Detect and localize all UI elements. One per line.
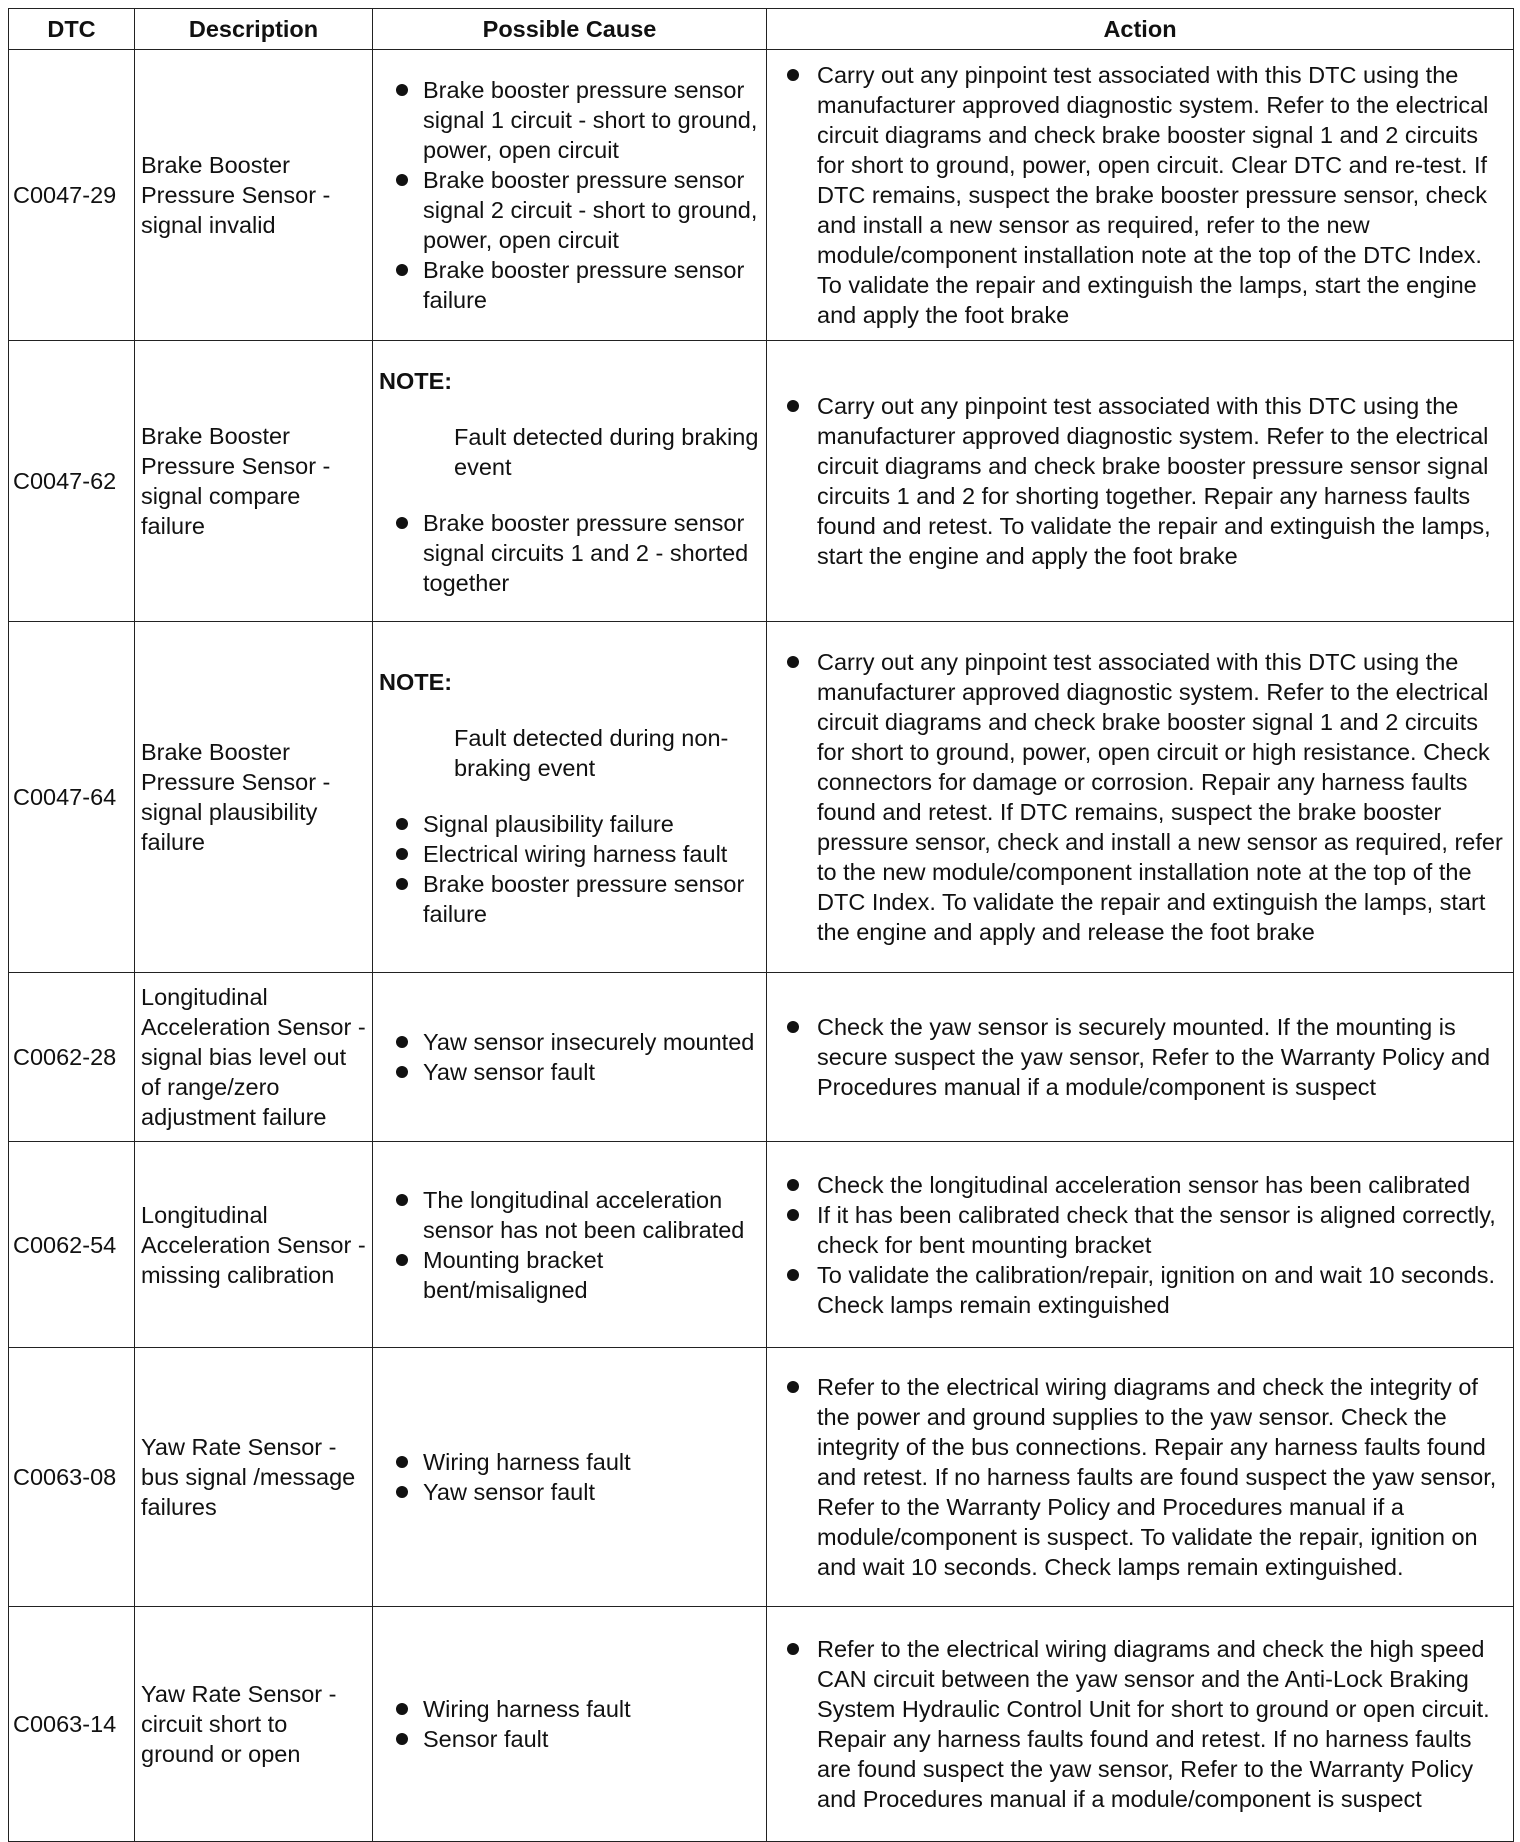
dtc-description: Longitudinal Acceleration Sensor - signal bias level out of range/zero adjustment failure (135, 973, 373, 1142)
cause-item: Wiring harness fault (379, 1447, 760, 1477)
possible-cause-cell (373, 341, 767, 622)
action-item: Carry out any pinpoint test associated with this DTC using the manufacturer approved diagnostic system. Refer to the electrical circuit diagrams and check brake booster pressure sensor signal circuits 1 and 2 for shorting together. Repair any harness faults found and retest. To validate the repair and extinguish the lamps, start the engine and apply the foot brake (779, 391, 1507, 571)
table-row (9, 1607, 1514, 1842)
possible-cause-cell (373, 1348, 767, 1607)
action-item: Refer to the electrical wiring diagrams and check the high speed CAN circuit between the yaw sensor and the Anti-Lock Braking System Hydraulic Control Unit for short to ground or open circuit. Repair any harness faults found and retest. If no harness faults are found suspect the yaw sensor, Refer to the Warranty Policy and Procedures manual if a module/component is suspect (779, 1634, 1507, 1814)
table-row (9, 1348, 1514, 1607)
action-item: Check the yaw sensor is securely mounted. If the mounting is secure suspect the yaw sensor, Refer to the Warranty Policy and Procedures manual if a module/component is suspect (779, 1012, 1507, 1102)
action-list (779, 60, 1507, 330)
cause-list (379, 1185, 760, 1305)
cause-list (379, 809, 760, 929)
possible-cause-cell (373, 622, 767, 973)
cause-item: Brake booster pressure sensor failure (379, 869, 760, 929)
dtc-description: Brake Booster Pressure Sensor - signal compare failure (135, 341, 373, 622)
action-list (779, 1634, 1507, 1814)
action-cell (767, 1348, 1514, 1607)
cause-item: Brake booster pressure sensor failure (379, 255, 760, 315)
cause-item: Sensor fault (379, 1724, 760, 1754)
note-label: NOTE: (379, 368, 453, 394)
action-cell (767, 973, 1514, 1142)
note-label: NOTE: (379, 669, 453, 695)
dtc-description: Brake Booster Pressure Sensor - signal plausibility failure (135, 622, 373, 973)
note-text: Fault detected during non-braking event (454, 725, 729, 781)
cause-item: Mounting bracket bent/misaligned (379, 1245, 760, 1305)
table-row (9, 50, 1514, 341)
cause-item: Brake booster pressure sensor signal circuits 1 and 2 - shorted together (379, 508, 760, 598)
possible-cause-cell (373, 50, 767, 341)
cause-item: Brake booster pressure sensor signal 2 circuit - short to ground, power, open circuit (379, 165, 760, 255)
possible-cause-cell (373, 1607, 767, 1842)
dtc-code: C0047-62 (9, 341, 135, 622)
dtc-code: C0062-54 (9, 1142, 135, 1348)
dtc-description: Brake Booster Pressure Sensor - signal invalid (135, 50, 373, 341)
cause-list (379, 75, 760, 315)
table-header (9, 9, 1514, 50)
table-row (9, 622, 1514, 973)
header-dtc: DTC (9, 9, 135, 50)
action-item: Check the longitudinal acceleration sensor has been calibrated (779, 1170, 1507, 1200)
action-list (779, 391, 1507, 571)
dtc-code: C0062-28 (9, 973, 135, 1142)
action-item: If it has been calibrated check that the sensor is aligned correctly, check for bent mounting bracket (779, 1200, 1507, 1260)
dtc-code: C0063-14 (9, 1607, 135, 1842)
cause-list (379, 508, 760, 598)
table-body (9, 50, 1514, 1842)
cause-item: Wiring harness fault (379, 1694, 760, 1724)
action-item: Carry out any pinpoint test associated with this DTC using the manufacturer approved diagnostic system. Refer to the electrical circuit diagrams and check brake booster signal 1 and 2 circuits for short to ground, power, open circuit or high resistance. Check connectors for damage or corrosion. Repair any harness faults found and retest. If DTC remains, suspect the brake booster pressure sensor, check and install a new sensor as required, refer to the new module/component installation note at the top of the DTC Index. To validate the repair and extinguish the lamps, start the engine and apply and release the foot brake (779, 647, 1507, 947)
cause-item: Yaw sensor fault (379, 1477, 760, 1507)
action-cell (767, 622, 1514, 973)
possible-cause-cell (373, 1142, 767, 1348)
table-row (9, 341, 1514, 622)
cause-item: Yaw sensor fault (379, 1057, 760, 1087)
cause-item: The longitudinal acceleration sensor has not been calibrated (379, 1185, 760, 1245)
action-list (779, 1372, 1507, 1582)
action-item: To validate the calibration/repair, ignition on and wait 10 seconds. Check lamps remain extinguished (779, 1260, 1507, 1320)
dtc-code: C0047-64 (9, 622, 135, 973)
action-list (779, 647, 1507, 947)
dtc-description: Yaw Rate Sensor - bus signal /message failures (135, 1348, 373, 1607)
table-row (9, 973, 1514, 1142)
action-list (779, 1170, 1507, 1320)
action-list (779, 1012, 1507, 1102)
header-possible-cause: Possible Cause (373, 9, 767, 50)
dtc-code: C0047-29 (9, 50, 135, 341)
note-text: Fault detected during braking event (454, 424, 759, 480)
cause-list (379, 1694, 760, 1754)
cause-list (379, 1447, 760, 1507)
action-cell (767, 50, 1514, 341)
cause-item: Electrical wiring harness fault (379, 839, 760, 869)
header-row (9, 9, 1514, 50)
dtc-description: Yaw Rate Sensor - circuit short to ground or open (135, 1607, 373, 1842)
dtc-table (8, 8, 1514, 1842)
cause-item: Signal plausibility failure (379, 809, 760, 839)
action-item: Carry out any pinpoint test associated with this DTC using the manufacturer approved diagnostic system. Refer to the electrical circuit diagrams and check brake booster signal 1 and 2 circuits for short to ground, power, open circuit. Clear DTC and re-test. If DTC remains, suspect the brake booster pressure sensor, check and install a new sensor as required, refer to the new module/component installation note at the top of the DTC Index. To validate the repair and extinguish the lamps, start the engine and apply the foot brake (779, 60, 1507, 330)
dtc-table-wrapper (8, 8, 1513, 1842)
dtc-description: Longitudinal Acceleration Sensor - missing calibration (135, 1142, 373, 1348)
cause-item: Brake booster pressure sensor signal 1 circuit - short to ground, power, open circuit (379, 75, 760, 165)
cause-list (379, 1027, 760, 1087)
header-action: Action (767, 9, 1514, 50)
action-item: Refer to the electrical wiring diagrams and check the integrity of the power and ground supplies to the yaw sensor. Check the integrity of the bus connections. Repair any harness faults found and retest. If no harness faults are found suspect the yaw sensor, Refer to the Warranty Policy and Procedures manual if a module/component is suspect. To validate the repair, ignition on and wait 10 seconds. Check lamps remain extinguished. (779, 1372, 1507, 1582)
dtc-code: C0063-08 (9, 1348, 135, 1607)
cause-item: Yaw sensor insecurely mounted (379, 1027, 760, 1057)
action-cell (767, 1142, 1514, 1348)
action-cell (767, 1607, 1514, 1842)
possible-cause-cell (373, 973, 767, 1142)
action-cell (767, 341, 1514, 622)
table-row (9, 1142, 1514, 1348)
header-description: Description (135, 9, 373, 50)
